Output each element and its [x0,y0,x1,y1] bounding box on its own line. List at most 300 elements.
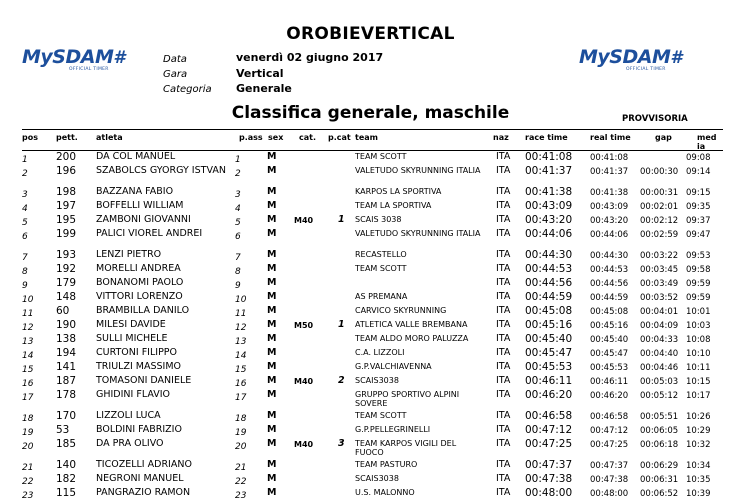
cell-real-time: 00:47:38 [590,475,629,485]
cell-team: CARVICO SKYRUNNING [355,306,447,315]
meta-label-date: Data [163,54,187,65]
table-row [0,152,741,166]
cell-team: C.A. LIZZOLI [355,348,405,357]
cell-race-time: 00:45:08 [525,305,573,317]
cell-naz: ITA [496,214,511,225]
cell-sex: M [267,228,277,239]
cell-bib: 195 [56,214,77,226]
table-row [0,474,741,488]
cell-gap: 00:02:12 [640,216,679,226]
table-row [0,488,741,502]
table-row [0,215,741,229]
cell-real-time: 00:47:37 [590,461,629,471]
cell-real-time: 00:44:53 [590,265,629,275]
cell-media: 10:17 [686,391,711,401]
col-header-gap: gap [655,133,672,142]
cell-race-time: 00:45:53 [525,361,573,373]
cell-bib: 194 [56,347,77,359]
cell-athlete: PALICI VIOREL ANDREI [96,228,203,239]
cell-sex: M [267,438,277,449]
cell-pass: 7 [235,253,241,263]
cell-sex: M [267,473,277,484]
cell-gap: 00:05:12 [640,391,679,401]
cell-media: 10:35 [686,475,711,485]
cell-sex: M [267,319,277,330]
cell-team: ATLETICA VALLE BREMBANA [355,320,468,329]
cell-media: 09:37 [686,216,711,226]
cell-athlete: PANGRAZIO RAMON [96,487,191,498]
cell-real-time: 00:46:58 [590,412,629,422]
cell-athlete: BOLDINI FABRIZIO [96,424,182,435]
cell-athlete: TOMASONI DANIELE [96,375,192,386]
table-row [0,390,741,411]
cell-pos: 21 [22,463,34,473]
cell-gap: 00:03:52 [640,293,679,303]
cell-pos: 12 [22,323,34,333]
cell-gap: 00:03:22 [640,251,679,261]
cell-cat: M40 [294,377,314,386]
table-row [0,292,741,306]
cell-team: TEAM SCOTT [355,264,407,273]
cell-athlete: LENZI PIETRO [96,249,162,260]
col-header-naz: naz [493,133,509,142]
cell-athlete: MILESI DAVIDE [96,319,166,330]
cell-race-time: 00:46:11 [525,375,573,387]
col-header-pcat: p.cat [328,133,351,142]
cell-pass: 5 [235,218,241,228]
cell-real-time: 00:41:37 [590,167,629,177]
cell-naz: ITA [496,389,511,400]
cell-sex: M [267,277,277,288]
cell-bib: 197 [56,200,77,212]
cell-sex: M [267,459,277,470]
table-row [0,362,741,376]
logo-tagline: OFFICIAL TIMER [69,67,109,72]
cell-pass: 12 [235,323,247,333]
cell-bib: 185 [56,438,77,450]
cell-pass: 22 [235,477,247,487]
cell-naz: ITA [496,410,511,421]
cell-media: 10:01 [686,307,711,317]
cell-team: TEAM KARPOS VIGILI DEL FUOCO [355,439,457,457]
cell-real-time: 00:45:53 [590,363,629,373]
cell-race-time: 00:44:56 [525,277,573,289]
cell-gap: 00:04:46 [640,363,679,373]
cell-gap: 00:03:45 [640,265,679,275]
cell-naz: ITA [496,375,511,386]
cell-gap: 00:06:29 [640,461,679,471]
cell-pos: 1 [22,155,28,165]
cell-naz: ITA [496,200,511,211]
cell-sex: M [267,410,277,421]
cell-athlete: CURTONI FILIPPO [96,347,178,358]
cell-media: 10:29 [686,426,711,436]
cell-bib: 60 [56,305,70,317]
cell-media: 10:26 [686,412,711,422]
table-row [0,425,741,439]
cell-race-time: 00:43:20 [525,214,573,226]
cell-media: 10:11 [686,363,711,373]
cell-athlete: ZAMBONI GIOVANNI [96,214,191,225]
cell-athlete: DA COL MANUEL [96,151,176,162]
cell-pass: 20 [235,442,247,452]
table-row [0,187,741,201]
logo-wordmark: MySDAM# [579,46,682,68]
cell-pass: 17 [235,393,247,403]
cell-pos: 7 [22,253,28,263]
logo-wordmark: MySDAM# [22,46,125,68]
cell-gap: 00:06:05 [640,426,679,436]
cell-sex: M [267,375,277,386]
cell-bib: 192 [56,263,77,275]
cell-team: VALETUDO SKYRUNNING ITALIA [355,166,481,175]
cell-media: 10:08 [686,335,711,345]
cell-athlete: SZABOLCS GYORGY ISTVAN [96,165,226,176]
cell-athlete: TICOZELLI ADRIANO [96,459,192,470]
cell-pass: 14 [235,351,247,361]
cell-team: U.S. MALONNO [355,488,415,497]
cell-team: GRUPPO SPORTIVO ALPINI SOVERE [355,390,460,408]
cell-sex: M [267,424,277,435]
cell-real-time: 00:45:47 [590,349,629,359]
cell-pass: 23 [235,491,247,501]
cell-pass: 2 [235,169,241,179]
cell-team: AS PREMANA [355,292,408,301]
cell-pos: 8 [22,267,28,277]
cell-sex: M [267,305,277,316]
cell-athlete: MORELLI ANDREA [96,263,181,274]
cell-pos: 6 [22,232,28,242]
cell-gap: 00:00:31 [640,188,679,198]
col-header-athlete: atleta [96,133,123,142]
table-row [0,376,741,390]
cell-team: RECASTELLO [355,250,407,259]
col-header-real: real time [590,133,631,142]
cell-pos: 16 [22,379,34,389]
cell-naz: ITA [496,165,511,176]
cell-sex: M [267,361,277,372]
table-row [0,250,741,264]
cell-race-time: 00:41:38 [525,186,573,198]
cell-pos: 5 [22,218,28,228]
cell-naz: ITA [496,473,511,484]
cell-pos: 15 [22,365,34,375]
table-row [0,306,741,320]
cell-bib: 115 [56,487,77,499]
table-row [0,264,741,278]
cell-naz: ITA [496,186,511,197]
cell-gap: 00:04:33 [640,335,679,345]
cell-pos: 17 [22,393,34,403]
cell-sex: M [267,291,277,302]
cell-sex: M [267,151,277,162]
cell-bib: 190 [56,319,77,331]
cell-team: KARPOS LA SPORTIVA [355,187,442,196]
table-row [0,278,741,292]
cell-gap: 00:00:30 [640,167,679,177]
cell-race-time: 00:47:37 [525,459,573,471]
cell-pass: 1 [235,155,241,165]
cell-team: TEAM SCOTT [355,152,407,161]
cell-sex: M [267,186,277,197]
cell-real-time: 00:46:20 [590,391,629,401]
table-row [0,439,741,460]
cell-media: 09:59 [686,293,711,303]
cell-athlete: TRIULZI MASSIMO [96,361,182,372]
cell-sex: M [267,333,277,344]
cell-race-time: 00:46:20 [525,389,573,401]
col-header-bib: pett. [56,133,78,142]
cell-pos: 13 [22,337,34,347]
cell-pos: 2 [22,169,28,179]
cell-athlete: BOFFELLI WILLIAM [96,200,184,211]
cell-team: TEAM LA SPORTIVA [355,201,432,210]
cell-media: 10:03 [686,321,711,331]
cell-athlete: DA PRA OLIVO [96,438,164,449]
cell-race-time: 00:45:40 [525,333,573,345]
table-row [0,229,741,250]
cell-bib: 53 [56,424,70,436]
cell-pos: 4 [22,204,28,214]
cell-sex: M [267,165,277,176]
cell-bib: 138 [56,333,77,345]
meta-label-race: Gara [163,69,188,80]
table-row [0,348,741,362]
cell-real-time: 00:48:00 [590,489,629,499]
cell-cat: M50 [294,321,314,330]
cell-bib: 193 [56,249,77,261]
table-row [0,460,741,474]
cell-team: TEAM PASTURO [355,460,418,469]
cell-race-time: 00:41:37 [525,165,573,177]
cell-pass: 3 [235,190,241,200]
cell-race-time: 00:45:47 [525,347,573,359]
cell-naz: ITA [496,459,511,470]
cell-athlete: BONANOMI PAOLO [96,277,184,288]
cell-bib: 182 [56,473,77,485]
cell-gap: 00:04:01 [640,307,679,317]
cell-bib: 199 [56,228,77,240]
cell-pass: 18 [235,414,247,424]
cell-gap: 00:02:59 [640,230,679,240]
cell-team: TEAM ALDO MORO PALUZZA [355,334,469,343]
table-row [0,334,741,348]
cell-athlete: SULLI MICHELE [96,333,168,344]
cell-naz: ITA [496,291,511,302]
cell-pass: 16 [235,379,247,389]
cell-media: 09:58 [686,265,711,275]
table-row [0,201,741,215]
cell-real-time: 00:45:16 [590,321,629,331]
cell-gap: 00:02:01 [640,202,679,212]
cell-pos: 20 [22,442,34,452]
cell-gap: 00:05:51 [640,412,679,422]
cell-athlete: LIZZOLI LUCA [96,410,161,421]
cell-media: 09:15 [686,188,711,198]
ranking-title: Classifica generale, maschile [231,103,510,123]
cell-bib: 196 [56,165,77,177]
cell-naz: ITA [496,249,511,260]
cell-pass: 10 [235,295,247,305]
mysdam-logo-right [579,48,682,72]
table-row [0,166,741,187]
cell-naz: ITA [496,277,511,288]
cell-pos: 22 [22,477,34,487]
meta-values [236,50,383,97]
meta-labels [163,52,212,97]
logo-tagline: OFFICIAL TIMER [626,67,666,72]
cell-pass: 4 [235,204,241,214]
col-header-team: team [355,133,378,142]
cell-media: 09:14 [686,167,711,177]
cell-real-time: 00:46:11 [590,377,629,387]
cell-gap: 00:05:03 [640,377,679,387]
cell-pos: 23 [22,491,34,501]
cell-pass: 13 [235,337,247,347]
cell-bib: 200 [56,151,77,163]
cell-media: 09:53 [686,251,711,261]
results-table-body [0,152,741,502]
cell-media: 10:15 [686,377,711,387]
cell-bib: 179 [56,277,77,289]
cell-pass: 6 [235,232,241,242]
cell-naz: ITA [496,319,511,330]
cell-media: 09:08 [686,153,711,163]
col-header-pos: pos [22,133,38,142]
cell-gap: 00:04:09 [640,321,679,331]
cell-athlete: VITTORI LORENZO [96,291,183,302]
cell-bib: 140 [56,459,77,471]
cell-gap: 00:04:40 [640,349,679,359]
cell-bib: 170 [56,410,77,422]
col-header-pass: p.ass [239,133,263,142]
cell-pass: 9 [235,281,241,291]
cell-naz: ITA [496,263,511,274]
cell-naz: ITA [496,347,511,358]
cell-real-time: 00:44:06 [590,230,629,240]
cell-gap: 00:06:52 [640,489,679,499]
cell-pos: 14 [22,351,34,361]
cell-race-time: 00:48:00 [525,487,573,499]
cell-naz: ITA [496,151,511,162]
cell-pass: 15 [235,365,247,375]
cell-race-time: 00:44:53 [525,263,573,275]
col-header-media: media [697,133,717,151]
cell-race-time: 00:47:38 [525,473,573,485]
cell-sex: M [267,347,277,358]
cell-athlete: BAZZANA FABIO [96,186,174,197]
cell-real-time: 00:45:08 [590,307,629,317]
col-header-race: race time [525,133,568,142]
header-top-divider [22,129,723,130]
status-badge: PROVVISORIA [622,114,688,124]
cell-race-time: 00:44:59 [525,291,573,303]
cell-bib: 148 [56,291,77,303]
table-row [0,411,741,425]
cell-athlete: BRAMBILLA DANILO [96,305,190,316]
cell-team: G.P.VALCHIAVENNA [355,362,432,371]
cell-media: 10:32 [686,440,711,450]
cell-pcat: 3 [338,438,345,449]
cell-race-time: 00:44:06 [525,228,573,240]
cell-real-time: 00:45:40 [590,335,629,345]
cell-naz: ITA [496,361,511,372]
meta-label-category: Categoria [163,84,212,95]
cell-pcat: 1 [338,214,345,225]
cell-pass: 19 [235,428,247,438]
cell-pos: 9 [22,281,28,291]
cell-pass: 8 [235,267,241,277]
cell-media: 09:35 [686,202,711,212]
cell-real-time: 00:41:08 [590,153,629,163]
cell-cat: M40 [294,216,314,225]
meta-value-date: venerdì 02 giugno 2017 [236,51,384,64]
cell-race-time: 00:47:25 [525,438,573,450]
cell-naz: ITA [496,487,511,498]
cell-race-time: 00:43:09 [525,200,573,212]
cell-media: 09:47 [686,230,711,240]
cell-pcat: 1 [338,319,345,330]
cell-team: SCAIS3038 [355,474,399,483]
cell-sex: M [267,200,277,211]
cell-real-time: 00:47:25 [590,440,629,450]
cell-race-time: 00:47:12 [525,424,573,436]
cell-pos: 18 [22,414,34,424]
cell-team: VALETUDO SKYRUNNING ITALIA [355,229,481,238]
cell-naz: ITA [496,333,511,344]
event-title: OROBIEVERTICAL [286,24,455,44]
cell-bib: 187 [56,375,77,387]
cell-team: G.P.PELLEGRINELLI [355,425,431,434]
cell-race-time: 00:44:30 [525,249,573,261]
col-header-sex: sex [268,133,284,142]
cell-sex: M [267,263,277,274]
cell-real-time: 00:41:38 [590,188,629,198]
cell-sex: M [267,487,277,498]
cell-athlete: GHIDINI FLAVIO [96,389,170,400]
cell-real-time: 00:43:09 [590,202,629,212]
cell-naz: ITA [496,305,511,316]
cell-bib: 141 [56,361,77,373]
cell-real-time: 00:44:59 [590,293,629,303]
cell-gap: 00:06:31 [640,475,679,485]
cell-real-time: 00:44:30 [590,251,629,261]
cell-pos: 19 [22,428,34,438]
cell-race-time: 00:46:58 [525,410,573,422]
cell-pass: 11 [235,309,247,319]
cell-pcat: 2 [338,375,345,386]
cell-media: 10:34 [686,461,711,471]
cell-sex: M [267,249,277,260]
cell-media: 10:39 [686,489,711,499]
cell-pass: 21 [235,463,247,473]
meta-value-category: Generale [236,82,292,95]
col-header-cat: cat. [299,133,317,142]
cell-race-time: 00:45:16 [525,319,573,331]
cell-team: SCAIS3038 [355,376,399,385]
table-row [0,320,741,334]
cell-real-time: 00:43:20 [590,216,629,226]
cell-team: SCAIS 3038 [355,215,402,224]
cell-real-time: 00:47:12 [590,426,629,436]
cell-race-time: 00:41:08 [525,151,573,163]
mysdam-logo-left [22,48,125,72]
cell-bib: 198 [56,186,77,198]
cell-naz: ITA [496,228,511,239]
cell-media: 09:59 [686,279,711,289]
cell-bib: 178 [56,389,77,401]
cell-gap: 00:06:18 [640,440,679,450]
